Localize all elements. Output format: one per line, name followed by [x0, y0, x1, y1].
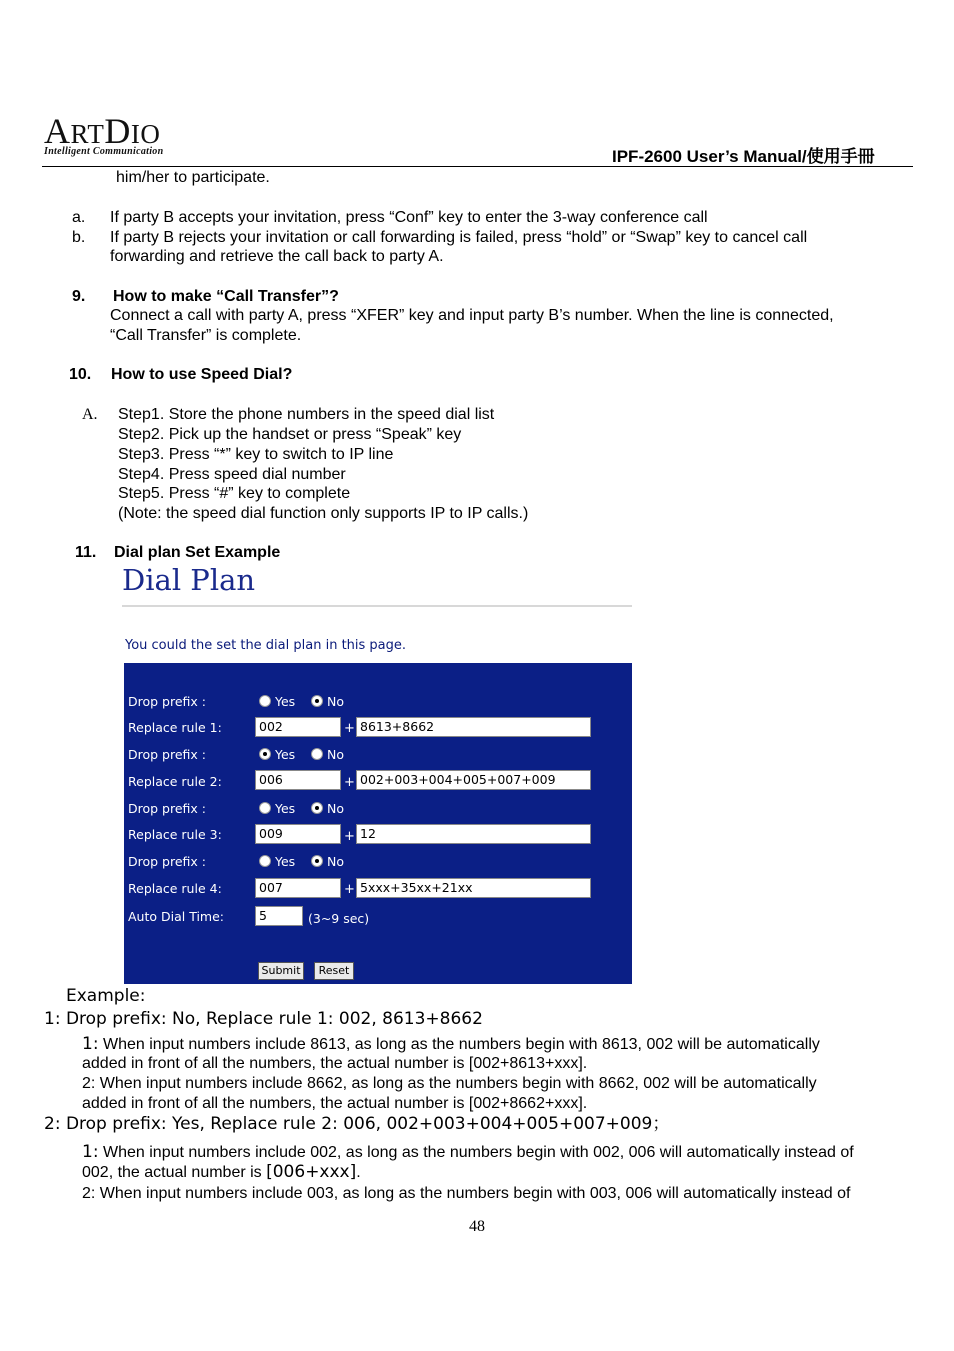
- list-marker-a: a.: [72, 209, 86, 226]
- artdio-logo: ARTDIO: [44, 111, 161, 151]
- example-1-point-1-line1: 1: When input numbers include 8613, as long as the numbers begin with 8613, 002 will be automatically: [82, 1034, 820, 1054]
- drop-prefix-label-3: Drop prefix :: [128, 801, 206, 816]
- section-10-number: 10.: [69, 366, 92, 383]
- replace-rule-2-prefix-input[interactable]: 006: [255, 770, 341, 790]
- drop-prefix-label-4: Drop prefix :: [128, 854, 206, 869]
- example-2-point-1-line1: 1: When input numbers include 002, as long as the numbers begin with 002, 006 will automatically instead of: [82, 1142, 854, 1162]
- manual-title: IPF-2600 User’s Manual/使用手冊: [612, 147, 875, 166]
- list-marker-b: b.: [72, 229, 86, 246]
- replace-rule-1-numbers-input[interactable]: 8613+8662: [356, 717, 591, 737]
- dial-plan-description: You could the set the dial plan in this page.: [125, 638, 407, 653]
- auto-dial-time-hint: (3~9 sec): [308, 911, 370, 926]
- list-item-a: If party B accepts your invitation, press “Conf” key to enter the 3-way conference call: [110, 209, 708, 226]
- radio-selected-icon[interactable]: [311, 802, 323, 814]
- example-heading: Example:: [66, 986, 146, 1006]
- replace-rule-3-label: Replace rule 3:: [128, 827, 222, 842]
- drop-prefix-2-yes[interactable]: Yes: [259, 747, 295, 762]
- section-9-title: How to make “Call Transfer”?: [113, 288, 339, 305]
- auto-dial-time-label: Auto Dial Time:: [128, 909, 225, 924]
- example-2-title: 2: Drop prefix: Yes, Replace rule 2: 006, 002+003+004+005+007+009；: [44, 1114, 670, 1134]
- replace-rule-1-label: Replace rule 1:: [128, 720, 222, 735]
- radio-selected-icon[interactable]: [259, 748, 271, 760]
- drop-prefix-3-yes[interactable]: Yes: [259, 801, 295, 816]
- radio-icon[interactable]: [311, 748, 323, 760]
- replace-rule-3-numbers-input[interactable]: 12: [356, 824, 591, 844]
- dial-plan-form: [124, 663, 632, 984]
- reset-button[interactable]: Reset: [314, 962, 354, 980]
- dial-plan-divider: [122, 605, 632, 607]
- example-1-title: 1: Drop prefix: No, Replace rule 1: 002, 8613+8662: [44, 1009, 483, 1029]
- list-item-b-line1: If party B rejects your invitation or call forwarding is failed, press “hold” or “Swap” key to cancel call: [110, 229, 808, 246]
- list-item-b-line2: forwarding and retrieve the call back to party A.: [110, 248, 444, 265]
- drop-prefix-4-yes[interactable]: Yes: [259, 854, 295, 869]
- speed-dial-step5: Step5. Press “#” key to complete: [118, 485, 351, 502]
- section-9-line1: Connect a call with party A, press “XFER” key and input party B’s number. When the line is connected,: [110, 307, 834, 324]
- drop-prefix-label-2: Drop prefix :: [128, 747, 206, 762]
- page-number: 48: [469, 1218, 485, 1235]
- speed-dial-note: (Note: the speed dial function only supports IP to IP calls.): [118, 505, 529, 522]
- drop-prefix-1-yes[interactable]: Yes: [259, 694, 295, 709]
- example-2-point-1-line2: 002, the actual number is [006+xxx].: [82, 1162, 361, 1182]
- drop-prefix-label-1: Drop prefix :: [128, 694, 206, 709]
- plus-sign: +: [344, 829, 355, 844]
- speed-dial-step4: Step4. Press speed dial number: [118, 466, 346, 483]
- section-9-number: 9.: [72, 288, 86, 305]
- speed-dial-step3: Step3. Press “*” key to switch to IP line: [118, 446, 394, 463]
- example-1-point-1-line2: added in front of all the numbers, the actual number is [002+8613+xxx].: [82, 1055, 588, 1072]
- example-1-point-2-line2: added in front of all the numbers, the actual number is [002+8662+xxx].: [82, 1095, 588, 1112]
- speed-dial-step1: Step1. Store the phone numbers in the speed dial list: [118, 406, 495, 423]
- section-11-title: Dial plan Set Example: [114, 544, 281, 561]
- drop-prefix-1-no[interactable]: No: [311, 694, 344, 709]
- radio-icon[interactable]: [259, 802, 271, 814]
- auto-dial-time-input[interactable]: 5: [255, 906, 303, 926]
- section-10-title: How to use Speed Dial?: [111, 366, 293, 383]
- replace-rule-2-numbers-input[interactable]: 002+003+004+005+007+009: [356, 770, 591, 790]
- drop-prefix-2-no[interactable]: No: [311, 747, 344, 762]
- radio-icon[interactable]: [259, 695, 271, 707]
- replace-rule-4-numbers-input[interactable]: 5xxx+35xx+21xx: [356, 878, 591, 898]
- dial-plan-title: Dial Plan: [122, 563, 256, 597]
- replace-rule-2-label: Replace rule 2:: [128, 774, 222, 789]
- plus-sign: +: [344, 721, 355, 736]
- replace-rule-1-prefix-input[interactable]: 002: [255, 717, 341, 737]
- drop-prefix-4-no[interactable]: No: [311, 854, 344, 869]
- intro-continuation: him/her to participate.: [116, 169, 270, 186]
- replace-rule-4-label: Replace rule 4:: [128, 881, 222, 896]
- section-9-line2: “Call Transfer” is complete.: [110, 327, 302, 344]
- speed-dial-step2: Step2. Pick up the handset or press “Speak” key: [118, 426, 462, 443]
- logo-tagline: Intelligent Communication: [44, 146, 164, 157]
- radio-selected-icon[interactable]: [311, 695, 323, 707]
- drop-prefix-3-no[interactable]: No: [311, 801, 344, 816]
- plus-sign: +: [344, 775, 355, 790]
- section-10-marker: A.: [82, 406, 98, 423]
- replace-rule-3-prefix-input[interactable]: 009: [255, 824, 341, 844]
- radio-icon[interactable]: [259, 855, 271, 867]
- radio-selected-icon[interactable]: [311, 855, 323, 867]
- example-2-point-2-line1: 2: When input numbers include 003, as long as the numbers begin with 003, 006 will automatically instead of: [82, 1185, 851, 1202]
- section-11-number: 11.: [75, 544, 97, 561]
- plus-sign: +: [344, 882, 355, 897]
- header-rule: [42, 166, 913, 167]
- example-1-point-2-line1: 2: When input numbers include 8662, as long as the numbers begin with 8662, 002 will be automatically: [82, 1075, 817, 1092]
- submit-button[interactable]: Submit: [258, 962, 304, 980]
- replace-rule-4-prefix-input[interactable]: 007: [255, 878, 341, 898]
